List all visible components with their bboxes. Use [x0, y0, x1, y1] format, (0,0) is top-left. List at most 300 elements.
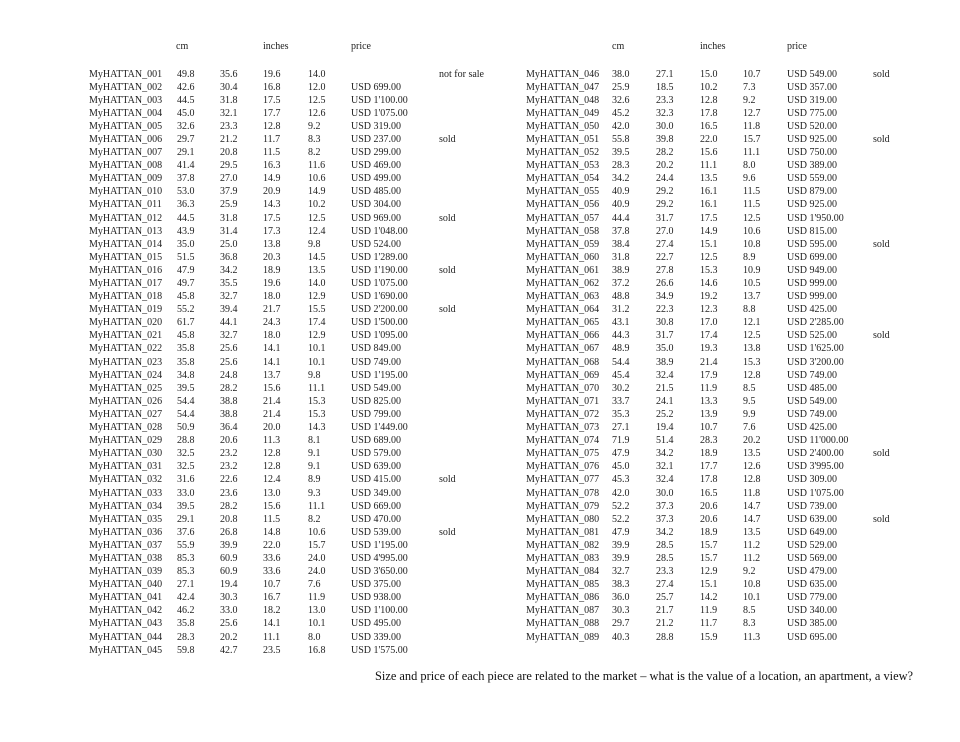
height-in-cell: 10.6 [308, 173, 326, 185]
piece-id-cell: MyHATTAN_025 [89, 382, 163, 394]
height-cm-cell: 38.8 [220, 395, 238, 407]
price-cell: USD 495.00 [351, 618, 402, 630]
height-cm-cell: 20.2 [220, 631, 238, 643]
piece-id-cell: MyHATTAN_028 [89, 422, 163, 434]
height-cm-cell: 32.4 [656, 369, 674, 381]
width-cm-cell: 37.8 [612, 225, 630, 237]
price-cell: USD 1'048.00 [351, 225, 408, 237]
width-in-cell: 17.9 [700, 369, 718, 381]
height-cm-cell: 21.5 [656, 382, 674, 394]
price-cell: USD 1'195.00 [351, 539, 408, 551]
width-cm-cell: 27.1 [612, 422, 630, 434]
height-in-cell: 11.2 [743, 552, 761, 564]
width-in-cell: 16.1 [700, 186, 718, 198]
piece-id-cell: MyHATTAN_058 [526, 225, 600, 237]
width-in-cell: 19.3 [700, 343, 718, 355]
height-in-cell: 13.8 [743, 343, 761, 355]
piece-id-cell: MyHATTAN_076 [526, 461, 600, 473]
width-cm-cell: 47.9 [612, 448, 630, 460]
piece-id-cell: MyHATTAN_067 [526, 343, 600, 355]
width-in-cell: 19.2 [700, 291, 718, 303]
width-in-cell: 24.3 [263, 317, 281, 329]
width-in-cell: 11.7 [263, 133, 281, 145]
width-in-cell: 21.4 [263, 408, 281, 420]
height-cm-cell: 32.4 [656, 474, 674, 486]
width-cm-cell: 39.5 [612, 147, 630, 159]
piece-id-cell: MyHATTAN_071 [526, 395, 600, 407]
height-in-cell: 12.6 [743, 461, 761, 473]
height-in-cell: 9.1 [308, 448, 321, 460]
price-cell: USD 1'100.00 [351, 94, 408, 106]
width-cm-cell: 28.3 [612, 160, 630, 172]
width-in-cell: 17.7 [263, 107, 281, 119]
width-cm-cell: 52.2 [612, 500, 630, 512]
width-in-cell: 15.7 [700, 552, 718, 564]
width-cm-cell: 52.2 [612, 513, 630, 525]
piece-id-cell: MyHATTAN_086 [526, 592, 600, 604]
piece-id-cell: MyHATTAN_070 [526, 382, 600, 394]
width-cm-cell: 32.6 [612, 94, 630, 106]
piece-id-cell: MyHATTAN_047 [526, 81, 600, 93]
piece-id-cell: MyHATTAN_017 [89, 278, 163, 289]
height-in-cell: 8.2 [308, 513, 321, 525]
width-cm-cell: 42.4 [177, 592, 195, 604]
price-cell: USD 520.00 [787, 120, 838, 132]
height-cm-cell: 25.0 [220, 238, 238, 250]
piece-id-cell: MyHATTAN_001 [89, 68, 163, 80]
price-cell: USD 357.00 [787, 81, 838, 93]
piece-id-cell: MyHATTAN_066 [526, 330, 600, 342]
width-in-cell: 17.5 [700, 212, 718, 224]
height-cm-cell: 34.9 [656, 291, 674, 303]
piece-id-cell: MyHATTAN_008 [89, 160, 163, 172]
piece-id-cell: MyHATTAN_080 [526, 513, 600, 525]
width-cm-cell: 38.0 [612, 68, 630, 80]
price-cell: USD 309.00 [787, 474, 838, 486]
width-in-cell: 15.9 [700, 631, 718, 643]
price-cell: USD 539.00 [351, 526, 402, 538]
price-cell: USD 425.00 [787, 422, 838, 434]
height-in-cell: 10.9 [743, 264, 761, 276]
width-in-cell: 15.6 [700, 147, 718, 159]
width-cm-cell: 71.9 [612, 435, 630, 447]
width-in-cell: 16.3 [263, 160, 281, 172]
width-in-cell: 28.3 [700, 435, 718, 447]
width-cm-cell: 25.9 [612, 81, 630, 93]
width-cm-cell: 37.6 [177, 526, 195, 538]
price-cell: USD 529.00 [787, 539, 838, 551]
status-cell: sold [873, 513, 890, 525]
width-in-cell: 19.6 [263, 68, 281, 80]
height-cm-cell: 31.8 [220, 94, 238, 106]
height-in-cell: 13.7 [743, 291, 761, 303]
height-in-cell: 15.5 [308, 304, 326, 316]
height-in-cell: 15.3 [308, 395, 326, 407]
price-cell: USD 999.00 [787, 291, 838, 303]
price-cell: USD 415.00 [351, 474, 402, 486]
width-cm-cell: 41.4 [177, 160, 195, 172]
piece-id-cell: MyHATTAN_083 [526, 552, 600, 564]
height-cm-cell: 39.4 [220, 304, 238, 316]
width-cm-cell: 54.4 [177, 395, 195, 407]
height-cm-cell: 27.0 [656, 225, 674, 237]
height-cm-cell: 21.2 [220, 133, 238, 145]
piece-id-cell: MyHATTAN_036 [89, 526, 163, 538]
piece-id-cell: MyHATTAN_006 [89, 133, 163, 145]
piece-id-cell: MyHATTAN_032 [89, 474, 163, 486]
width-cm-cell: 39.9 [612, 552, 630, 564]
width-in-cell: 16.1 [700, 199, 718, 211]
height-in-cell: 9.3 [308, 487, 321, 499]
width-in-cell: 10.2 [700, 81, 718, 93]
piece-id-cell: MyHATTAN_044 [89, 631, 163, 643]
piece-id-cell: MyHATTAN_046 [526, 68, 600, 80]
height-in-cell: 11.8 [743, 120, 761, 132]
price-cell: USD 3'200.00 [787, 356, 844, 368]
width-cm-cell: 85.3 [177, 552, 195, 564]
height-in-cell: 24.0 [308, 566, 326, 578]
height-in-cell: 9.9 [743, 408, 756, 420]
height-in-cell: 8.0 [308, 631, 321, 643]
width-cm-cell: 45.0 [612, 461, 630, 473]
width-cm-cell: 38.3 [612, 579, 630, 591]
width-cm-cell: 51.5 [177, 251, 195, 263]
width-cm-cell: 47.9 [612, 526, 630, 538]
price-cell: USD 925.00 [787, 199, 838, 211]
width-cm-cell: 45.8 [177, 291, 195, 303]
width-in-cell: 21.4 [263, 395, 281, 407]
price-cell: USD 1'095.00 [351, 330, 408, 342]
width-in-cell: 15.0 [700, 68, 718, 80]
height-cm-cell: 39.8 [656, 133, 674, 145]
piece-id-cell: MyHATTAN_007 [89, 147, 163, 159]
width-cm-cell: 29.7 [177, 133, 195, 145]
header-price-right: price [787, 41, 807, 52]
height-in-cell: 10.5 [743, 278, 761, 289]
height-cm-cell: 31.4 [220, 225, 238, 237]
price-cell: USD 969.00 [351, 212, 402, 224]
height-in-cell: 14.5 [308, 251, 326, 263]
height-cm-cell: 24.8 [220, 369, 238, 381]
price-cell: USD 479.00 [787, 566, 838, 578]
width-cm-cell: 32.6 [177, 120, 195, 132]
height-in-cell: 11.3 [743, 631, 761, 643]
price-cell: USD 385.00 [787, 618, 838, 630]
height-cm-cell: 27.4 [656, 238, 674, 250]
height-in-cell: 10.8 [743, 238, 761, 250]
height-in-cell: 10.1 [308, 356, 326, 368]
height-cm-cell: 26.6 [656, 278, 674, 289]
width-in-cell: 13.3 [700, 395, 718, 407]
price-cell: USD 1'449.00 [351, 422, 408, 434]
piece-id-cell: MyHATTAN_011 [89, 199, 162, 211]
piece-id-cell: MyHATTAN_069 [526, 369, 600, 381]
width-in-cell: 14.1 [263, 356, 281, 368]
price-cell: USD 4'995.00 [351, 552, 408, 564]
width-cm-cell: 42.0 [612, 487, 630, 499]
piece-id-cell: MyHATTAN_023 [89, 356, 163, 368]
width-in-cell: 12.5 [700, 251, 718, 263]
piece-id-cell: MyHATTAN_068 [526, 356, 600, 368]
price-cell: USD 1'100.00 [351, 605, 408, 617]
height-cm-cell: 44.1 [220, 317, 238, 329]
width-cm-cell: 46.2 [177, 605, 195, 617]
width-in-cell: 11.5 [263, 513, 281, 525]
height-cm-cell: 29.2 [656, 186, 674, 198]
price-cell: USD 949.00 [787, 264, 838, 276]
width-cm-cell: 45.3 [612, 474, 630, 486]
piece-id-cell: MyHATTAN_042 [89, 605, 163, 617]
price-cell: USD 1'289.00 [351, 251, 408, 263]
piece-id-cell: MyHATTAN_089 [526, 631, 600, 643]
width-cm-cell: 33.0 [177, 487, 195, 499]
height-in-cell: 17.4 [308, 317, 326, 329]
height-cm-cell: 30.8 [656, 317, 674, 329]
piece-id-cell: MyHATTAN_075 [526, 448, 600, 460]
height-in-cell: 9.8 [308, 369, 321, 381]
height-in-cell: 9.8 [308, 238, 321, 250]
height-cm-cell: 28.5 [656, 552, 674, 564]
width-cm-cell: 53.0 [177, 186, 195, 198]
width-in-cell: 18.9 [700, 448, 718, 460]
piece-id-cell: MyHATTAN_084 [526, 566, 600, 578]
height-cm-cell: 28.2 [220, 500, 238, 512]
width-in-cell: 16.5 [700, 487, 718, 499]
price-cell: USD 469.00 [351, 160, 402, 172]
width-cm-cell: 35.3 [612, 408, 630, 420]
price-cell: USD 1'500.00 [351, 317, 408, 329]
height-cm-cell: 25.2 [656, 408, 674, 420]
height-in-cell: 14.0 [308, 68, 326, 80]
piece-id-cell: MyHATTAN_073 [526, 422, 600, 434]
width-cm-cell: 54.4 [612, 356, 630, 368]
height-in-cell: 8.8 [743, 304, 756, 316]
height-cm-cell: 27.1 [656, 68, 674, 80]
piece-id-cell: MyHATTAN_088 [526, 618, 600, 630]
height-in-cell: 10.2 [308, 199, 326, 211]
height-cm-cell: 37.3 [656, 513, 674, 525]
width-in-cell: 14.9 [700, 225, 718, 237]
piece-id-cell: MyHATTAN_048 [526, 94, 600, 106]
width-cm-cell: 31.2 [612, 304, 630, 316]
height-cm-cell: 30.3 [220, 592, 238, 604]
width-cm-cell: 30.3 [612, 605, 630, 617]
piece-id-cell: MyHATTAN_063 [526, 291, 600, 303]
width-in-cell: 14.1 [263, 343, 281, 355]
height-in-cell: 12.4 [308, 225, 326, 237]
height-in-cell: 15.3 [743, 356, 761, 368]
price-cell: USD 1'195.00 [351, 369, 408, 381]
width-cm-cell: 37.8 [177, 173, 195, 185]
height-cm-cell: 18.5 [656, 81, 674, 93]
height-in-cell: 11.6 [308, 160, 326, 172]
height-cm-cell: 28.5 [656, 539, 674, 551]
price-cell: USD 349.00 [351, 487, 402, 499]
width-cm-cell: 32.7 [612, 566, 630, 578]
width-cm-cell: 45.2 [612, 107, 630, 119]
price-cell: USD 499.00 [351, 173, 402, 185]
height-in-cell: 12.9 [308, 330, 326, 342]
price-cell: USD 699.00 [351, 81, 402, 93]
height-cm-cell: 23.2 [220, 461, 238, 473]
piece-id-cell: MyHATTAN_005 [89, 120, 163, 132]
price-cell: USD 425.00 [787, 304, 838, 316]
height-cm-cell: 28.2 [220, 382, 238, 394]
price-cell: USD 938.00 [351, 592, 402, 604]
status-cell: sold [439, 474, 456, 486]
width-in-cell: 20.6 [700, 500, 718, 512]
price-cell: USD 524.00 [351, 238, 402, 250]
height-in-cell: 14.3 [308, 422, 326, 434]
width-in-cell: 20.6 [700, 513, 718, 525]
height-cm-cell: 31.7 [656, 212, 674, 224]
width-cm-cell: 36.3 [177, 199, 195, 211]
height-cm-cell: 23.3 [656, 94, 674, 106]
piece-id-cell: MyHATTAN_051 [526, 133, 600, 145]
height-in-cell: 20.2 [743, 435, 761, 447]
height-in-cell: 10.1 [308, 343, 326, 355]
price-cell: USD 549.00 [787, 395, 838, 407]
width-cm-cell: 27.1 [177, 579, 195, 591]
height-cm-cell: 35.6 [220, 68, 238, 80]
piece-id-cell: MyHATTAN_004 [89, 107, 163, 119]
width-cm-cell: 38.4 [612, 238, 630, 250]
height-cm-cell: 32.1 [656, 461, 674, 473]
width-cm-cell: 35.8 [177, 343, 195, 355]
width-in-cell: 15.6 [263, 382, 281, 394]
height-cm-cell: 37.3 [656, 500, 674, 512]
width-cm-cell: 31.8 [612, 251, 630, 263]
piece-id-cell: MyHATTAN_059 [526, 238, 600, 250]
height-cm-cell: 22.6 [220, 474, 238, 486]
piece-id-cell: MyHATTAN_065 [526, 317, 600, 329]
height-cm-cell: 22.7 [656, 251, 674, 263]
header-inches-right: inches [700, 41, 726, 52]
width-in-cell: 19.6 [263, 278, 281, 289]
price-cell: USD 304.00 [351, 199, 402, 211]
height-cm-cell: 35.0 [656, 343, 674, 355]
piece-id-cell: MyHATTAN_009 [89, 173, 163, 185]
width-cm-cell: 29.1 [177, 513, 195, 525]
width-in-cell: 15.1 [700, 238, 718, 250]
width-cm-cell: 37.2 [612, 278, 630, 289]
price-cell: USD 799.00 [351, 408, 402, 420]
status-cell: sold [439, 212, 456, 224]
height-in-cell: 12.5 [743, 212, 761, 224]
height-in-cell: 11.9 [308, 592, 326, 604]
height-in-cell: 8.5 [743, 605, 756, 617]
height-cm-cell: 21.2 [656, 618, 674, 630]
width-in-cell: 17.3 [263, 225, 281, 237]
width-in-cell: 16.7 [263, 592, 281, 604]
width-cm-cell: 30.2 [612, 382, 630, 394]
height-cm-cell: 60.9 [220, 552, 238, 564]
height-in-cell: 10.7 [743, 68, 761, 80]
piece-id-cell: MyHATTAN_056 [526, 199, 600, 211]
status-cell: sold [439, 526, 456, 538]
height-in-cell: 9.2 [743, 94, 756, 106]
height-in-cell: 9.2 [743, 566, 756, 578]
width-in-cell: 18.0 [263, 291, 281, 303]
width-cm-cell: 35.0 [177, 238, 195, 250]
height-in-cell: 9.1 [308, 461, 321, 473]
status-cell: sold [873, 448, 890, 460]
width-in-cell: 15.7 [700, 539, 718, 551]
height-in-cell: 12.0 [308, 81, 326, 93]
height-in-cell: 14.7 [743, 513, 761, 525]
height-in-cell: 15.3 [308, 408, 326, 420]
height-cm-cell: 51.4 [656, 435, 674, 447]
piece-id-cell: MyHATTAN_050 [526, 120, 600, 132]
width-cm-cell: 45.8 [177, 330, 195, 342]
height-in-cell: 15.7 [308, 539, 326, 551]
height-in-cell: 8.9 [743, 251, 756, 263]
price-cell: USD 779.00 [787, 592, 838, 604]
width-in-cell: 33.6 [263, 552, 281, 564]
price-cell: USD 525.00 [787, 330, 838, 342]
width-in-cell: 15.3 [700, 264, 718, 276]
height-cm-cell: 31.7 [656, 330, 674, 342]
width-in-cell: 12.8 [263, 448, 281, 460]
price-cell: USD 1'075.00 [787, 487, 844, 499]
height-cm-cell: 21.7 [656, 605, 674, 617]
piece-id-cell: MyHATTAN_049 [526, 107, 600, 119]
width-in-cell: 12.8 [263, 461, 281, 473]
height-in-cell: 10.6 [308, 526, 326, 538]
piece-id-cell: MyHATTAN_013 [89, 225, 163, 237]
width-cm-cell: 44.5 [177, 212, 195, 224]
piece-id-cell: MyHATTAN_045 [89, 644, 163, 656]
width-in-cell: 14.8 [263, 526, 281, 538]
width-in-cell: 13.0 [263, 487, 281, 499]
height-cm-cell: 20.6 [220, 435, 238, 447]
piece-id-cell: MyHATTAN_030 [89, 448, 163, 460]
height-in-cell: 8.2 [308, 147, 321, 159]
width-in-cell: 22.0 [263, 539, 281, 551]
piece-id-cell: MyHATTAN_054 [526, 173, 600, 185]
height-cm-cell: 27.4 [656, 579, 674, 591]
height-cm-cell: 31.8 [220, 212, 238, 224]
height-in-cell: 7.6 [308, 579, 321, 591]
width-cm-cell: 34.8 [177, 369, 195, 381]
width-cm-cell: 45.0 [177, 107, 195, 119]
height-cm-cell: 23.2 [220, 448, 238, 460]
header-cm-right: cm [612, 41, 625, 52]
height-cm-cell: 23.3 [656, 566, 674, 578]
width-cm-cell: 48.8 [612, 291, 630, 303]
height-cm-cell: 32.3 [656, 107, 674, 119]
width-in-cell: 21.4 [700, 356, 718, 368]
width-cm-cell: 50.9 [177, 422, 195, 434]
width-in-cell: 20.9 [263, 186, 281, 198]
piece-id-cell: MyHATTAN_039 [89, 566, 163, 578]
height-cm-cell: 30.4 [220, 81, 238, 93]
height-cm-cell: 27.8 [656, 264, 674, 276]
width-in-cell: 11.3 [263, 435, 281, 447]
height-in-cell: 10.6 [743, 225, 761, 237]
width-cm-cell: 44.3 [612, 330, 630, 342]
width-in-cell: 17.0 [700, 317, 718, 329]
piece-id-cell: MyHATTAN_064 [526, 304, 600, 316]
width-cm-cell: 85.3 [177, 566, 195, 578]
width-cm-cell: 28.3 [177, 631, 195, 643]
status-cell: sold [439, 304, 456, 316]
piece-id-cell: MyHATTAN_074 [526, 435, 600, 447]
height-in-cell: 11.1 [308, 500, 326, 512]
width-in-cell: 22.0 [700, 133, 718, 145]
piece-id-cell: MyHATTAN_082 [526, 539, 600, 551]
price-cell: USD 815.00 [787, 225, 838, 237]
